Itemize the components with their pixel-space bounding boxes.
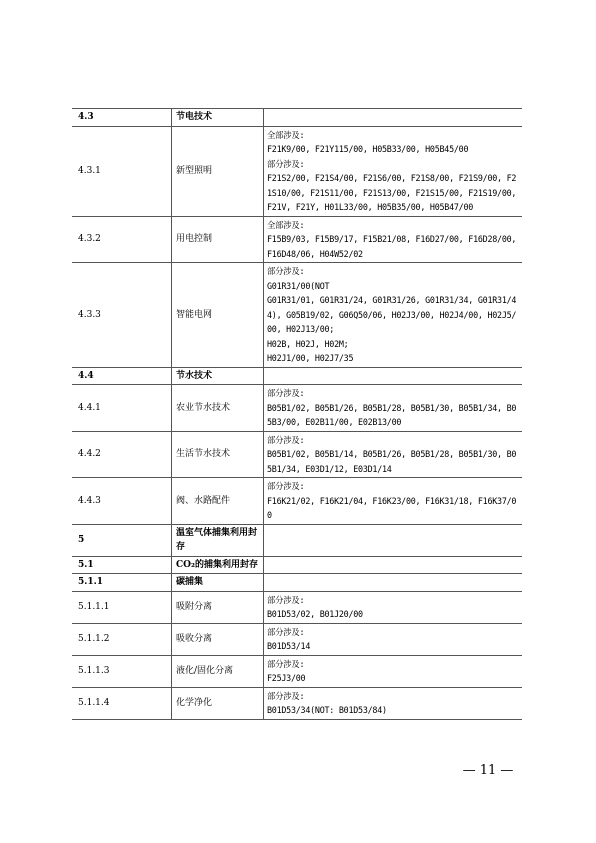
- table-row: [72, 431, 522, 478]
- table-row: [72, 216, 522, 263]
- table-row: [72, 367, 522, 385]
- section-code: 5.1.1.3: [72, 655, 172, 687]
- technology-name: 农业节水技术: [172, 385, 264, 432]
- ipc-classes: 全部涉及: F15B9/03, F15B9/17, F15B21/08, F16D27/00, F16D28/00, F16D48/06, H04W52/02: [264, 216, 523, 263]
- technology-name: 吸附分离: [172, 591, 264, 623]
- ipc-classes: [264, 574, 523, 592]
- ipc-classes: 部分涉及: B01D53/02, B01J20/00: [264, 591, 523, 623]
- section-code: 5.1.1.1: [72, 591, 172, 623]
- ipc-classes: 部分涉及: B01D53/14: [264, 623, 523, 655]
- ipc-classes: [264, 556, 523, 574]
- technology-name: 智能电网: [172, 263, 264, 368]
- section-code: 4.4: [72, 367, 172, 385]
- table-row: [72, 623, 522, 655]
- section-code: 4.3.1: [72, 126, 172, 216]
- table-row: [72, 556, 522, 574]
- ipc-classes: 部分涉及: B05B1/02, B05B1/26, B05B1/28, B05B1/30, B05B1/34, B05B3/00, E02B11/00, E02B13/00: [264, 385, 523, 432]
- technology-name: 阀、水路配件: [172, 478, 264, 525]
- ipc-classes: [264, 109, 523, 127]
- section-code: 5.1.1: [72, 574, 172, 592]
- table-row: [72, 591, 522, 623]
- technology-name: 液化/固化分离: [172, 655, 264, 687]
- technology-name: 新型照明: [172, 126, 264, 216]
- table-row: [72, 524, 522, 556]
- page-number: — 11 —: [462, 763, 514, 778]
- table-row: [72, 687, 522, 719]
- section-code: 4.4.2: [72, 431, 172, 478]
- technology-name: 化学净化: [172, 687, 264, 719]
- section-code: 4.3: [72, 109, 172, 127]
- ipc-classes: 全部涉及: F21K9/00, F21Y115/00, H05B33/00, H05B45/00 部分涉及: F21S2/00, F21S4/00, F21S6/00, F21S8/00, F21S9/00, F21S10/00, F21S11/00, F21S13/00, F21S15/00, F21S19/00, F21V, F21Y, H01L33/00, H05B35/00, H05B47/00: [264, 126, 523, 216]
- ipc-classes: 部分涉及: F16K21/02, F16K21/04, F16K23/00, F16K31/18, F16K37/00: [264, 478, 523, 525]
- ipc-classes: [264, 524, 523, 556]
- section-code: 4.3.3: [72, 263, 172, 368]
- section-code: 4.4.3: [72, 478, 172, 525]
- ipc-classes: [264, 367, 523, 385]
- technology-name: 节电技术: [172, 109, 264, 127]
- technology-name: 温室气体捕集利用封存: [172, 524, 264, 556]
- table-row: [72, 574, 522, 592]
- table-body: [72, 109, 522, 720]
- technology-name: 节水技术: [172, 367, 264, 385]
- ipc-classification-table: [72, 108, 522, 720]
- section-code: 5.1.1.2: [72, 623, 172, 655]
- section-code: 5.1.1.4: [72, 687, 172, 719]
- section-code: 5: [72, 524, 172, 556]
- ipc-classes: 部分涉及: B01D53/34(NOT: B01D53/84): [264, 687, 523, 719]
- table-row: [72, 109, 522, 127]
- ipc-classes: 部分涉及: B05B1/02, B05B1/14, B05B1/26, B05B1/28, B05B1/30, B05B1/34, E03D1/12, E03D1/14: [264, 431, 523, 478]
- ipc-classes: 部分涉及: G01R31/00(NOT G01R31/01, G01R31/24, G01R31/26, G01R31/34, G01R31/44), G05B19/02, G06Q50/06, H02J3/00, H02J4/00, H02J5/00, H02J13/00; H02B, H02J, H02M; H02J1/00, H02J7/35: [264, 263, 523, 368]
- technology-name: 吸收分离: [172, 623, 264, 655]
- ipc-classes: 部分涉及: F25J3/00: [264, 655, 523, 687]
- section-code: 4.3.2: [72, 216, 172, 263]
- table-row: [72, 126, 522, 216]
- table-row: [72, 478, 522, 525]
- table-row: [72, 385, 522, 432]
- technology-name: 生活节水技术: [172, 431, 264, 478]
- section-code: 4.4.1: [72, 385, 172, 432]
- technology-name: 碳捕集: [172, 574, 264, 592]
- technology-name: CO₂的捕集利用封存: [172, 556, 264, 574]
- table-row: [72, 263, 522, 368]
- technology-name: 用电控制: [172, 216, 264, 263]
- section-code: 5.1: [72, 556, 172, 574]
- table-row: [72, 655, 522, 687]
